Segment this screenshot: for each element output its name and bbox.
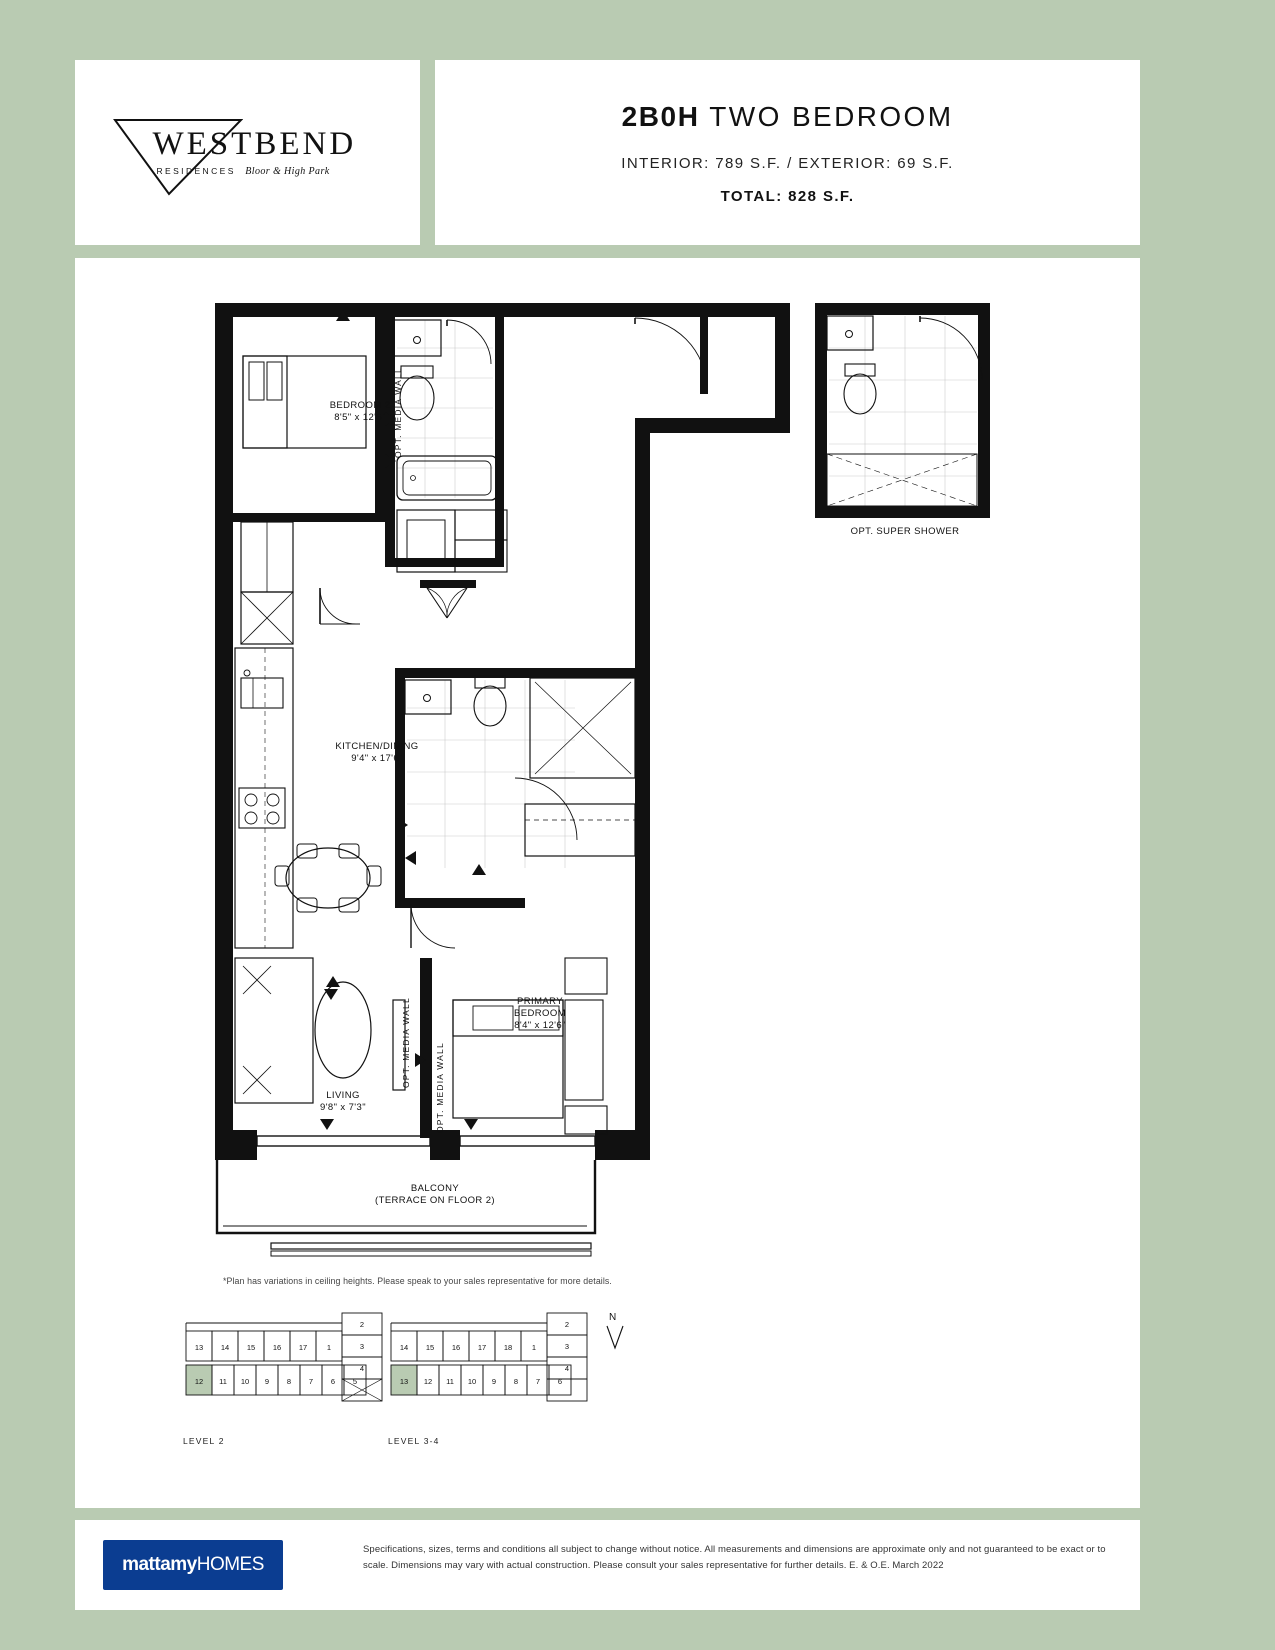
living-dims: 9'8" x 7'3" [320, 1102, 366, 1113]
total-area: TOTAL: 828 S.F. [720, 187, 855, 205]
svg-text:4: 4 [564, 1364, 570, 1373]
room-label-primary [475, 996, 605, 1032]
svg-text:2: 2 [564, 1320, 570, 1329]
svg-text:1: 1 [326, 1343, 332, 1352]
svg-text:14: 14 [399, 1343, 409, 1352]
primary-name-line2: BEDROOM [514, 1008, 566, 1019]
keyplan-label-level2: LEVEL 2 [183, 1436, 225, 1446]
title-panel [435, 60, 1140, 245]
svg-text:7: 7 [535, 1377, 541, 1386]
balcony-name: BALCONY [410, 1183, 460, 1194]
svg-text:12: 12 [423, 1377, 433, 1386]
svg-text:8: 8 [513, 1377, 519, 1386]
svg-text:6: 6 [557, 1377, 563, 1386]
svg-text:16: 16 [451, 1343, 461, 1352]
svg-text:13: 13 [194, 1343, 204, 1352]
page-title [622, 101, 954, 133]
svg-text:2: 2 [359, 1320, 365, 1329]
living-name: LIVING [326, 1090, 360, 1101]
unit-type: TWO BEDROOM [709, 100, 954, 132]
unit-code: 2B0H [621, 100, 700, 132]
kitchen-dims: 9'4" x 17'6" [351, 753, 403, 764]
svg-text:3: 3 [564, 1342, 570, 1351]
svg-text:9: 9 [264, 1377, 270, 1386]
media-wall-label-2: OPT. MEDIA WALL [401, 997, 411, 1088]
svg-text:8: 8 [286, 1377, 292, 1386]
svg-text:18: 18 [503, 1343, 513, 1352]
svg-text:15: 15 [425, 1343, 435, 1352]
room-label-kitchen [307, 741, 447, 765]
svg-text:15: 15 [246, 1343, 256, 1352]
svg-text:12: 12 [194, 1377, 204, 1386]
plan-footnote: *Plan has variations in ceiling heights. Please speak to your sales representative for more details. [223, 1276, 612, 1286]
mattamy-logo-part2: HOMES [196, 1554, 264, 1575]
svg-text:10: 10 [467, 1377, 477, 1386]
logo-wordmark: WESTBEND [152, 125, 357, 162]
svg-text:3: 3 [359, 1342, 365, 1351]
svg-text:17: 17 [298, 1343, 308, 1352]
svg-text:16: 16 [272, 1343, 282, 1352]
area-breakdown: INTERIOR: 789 S.F. / EXTERIOR: 69 S.F. [621, 154, 954, 172]
media-wall-label-1: OPT. MEDIA WALL [393, 367, 403, 458]
brand-logo [75, 60, 420, 245]
logo-tagline-main: RESIDENCES [156, 165, 236, 176]
logo-tagline [157, 166, 330, 177]
logo-panel [75, 60, 420, 245]
kitchen-name: KITCHEN/DINING [335, 741, 419, 752]
svg-text:13: 13 [399, 1377, 409, 1386]
footer-panel [75, 1520, 1140, 1610]
mattamy-logo [103, 1540, 283, 1590]
svg-text:N: N [609, 1312, 617, 1323]
logo-tagline-italic: Bloor & High Park [245, 165, 330, 177]
svg-text:5: 5 [352, 1377, 358, 1386]
room-label-living [283, 1090, 403, 1114]
svg-text:17: 17 [477, 1343, 487, 1352]
room-label-balcony [325, 1183, 545, 1207]
media-wall-label-3: OPT. MEDIA WALL [435, 1042, 445, 1133]
disclaimer-text: Specifications, sizes, terms and conditions all subject to change without notice. All measurements and dimensions are approximate only and not guaranteed to be exact or to scale. Dimensions may vary with actual construction. Please consult your sales representative for further details. E. & O.E. March 2022 [363, 1544, 1106, 1571]
floorplan-panel [75, 258, 1140, 1508]
svg-text:10: 10 [240, 1377, 250, 1386]
balcony-sub: (TERRACE ON FLOOR 2) [375, 1195, 495, 1206]
floorplan-drawing [75, 258, 1140, 1508]
bedroom2-dims: 8'5" x 12'5" [334, 412, 386, 423]
svg-text:11: 11 [446, 1377, 454, 1386]
compass-icon [595, 1306, 635, 1366]
svg-text:1: 1 [531, 1343, 537, 1352]
mattamy-logo-part1: mattamy [122, 1554, 197, 1575]
primary-dims: 8'4" x 12'6" [514, 1020, 566, 1031]
svg-text:9: 9 [491, 1377, 497, 1386]
svg-text:7: 7 [308, 1377, 314, 1386]
keyplan-label-level34: LEVEL 3-4 [388, 1436, 440, 1446]
opt-super-shower-label: OPT. SUPER SHOWER [850, 526, 960, 537]
svg-text:6: 6 [330, 1377, 336, 1386]
svg-text:4: 4 [359, 1364, 365, 1373]
primary-name-line1: PRIMARY [517, 996, 563, 1007]
svg-text:11: 11 [219, 1377, 227, 1386]
bedroom2-name: BEDROOM 2 [329, 400, 391, 411]
svg-text:14: 14 [220, 1343, 230, 1352]
